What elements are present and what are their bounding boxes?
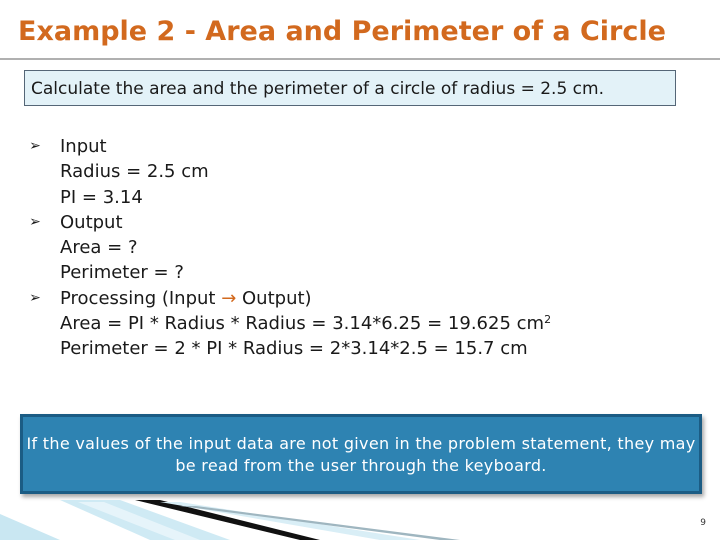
input-heading: Input	[60, 136, 107, 157]
solution-outline	[28, 134, 551, 362]
pi-line	[28, 185, 551, 210]
title-divider	[0, 58, 720, 60]
processing-heading-start: Processing (Input	[60, 287, 222, 309]
decorative-stripes	[0, 500, 460, 540]
area-unit-exponent: 2	[544, 313, 552, 327]
perimeter-formula: Perimeter = 2 * PI * Radius = 2*3.14*2.5 = 15.7 cm	[60, 338, 528, 360]
processing-heading-end: Output)	[236, 287, 312, 309]
radius-line	[28, 159, 551, 184]
area-formula: Area = PI * Radius * Radius = 3.14*6.25 = 19.625 cm	[60, 313, 545, 335]
arrowhead-bullet-icon: ➢	[29, 213, 41, 230]
radius-value: Radius = 2.5 cm	[60, 161, 209, 183]
slide-title: Example 2 - Area and Perimeter of a Circle	[18, 16, 666, 47]
arrowhead-bullet-icon: ➢	[29, 289, 41, 306]
input-heading-line	[28, 134, 551, 159]
output-heading-line	[28, 210, 551, 235]
arrowhead-bullet-icon: ➢	[29, 138, 41, 154]
area-unknown: Area = ?	[60, 237, 138, 259]
footer-decoration	[0, 490, 720, 540]
perimeter-unknown-line	[28, 260, 551, 285]
problem-statement: Calculate the area and the perimeter of a circle of radius = 2.5 cm.	[24, 70, 676, 106]
pi-value: PI = 3.14	[60, 186, 143, 208]
page-number: 9	[700, 518, 706, 528]
area-formula-line	[28, 311, 551, 336]
note-callout: If the values of the input data are not given in the problem statement, they may be read from the user through the keyboard.	[20, 414, 702, 494]
output-heading: Output	[60, 211, 123, 233]
area-unknown-line	[28, 235, 551, 260]
processing-heading-line	[28, 286, 551, 311]
arrow-right-icon: →	[221, 287, 237, 309]
perimeter-formula-line	[28, 336, 551, 361]
perimeter-unknown: Perimeter = ?	[60, 262, 184, 284]
